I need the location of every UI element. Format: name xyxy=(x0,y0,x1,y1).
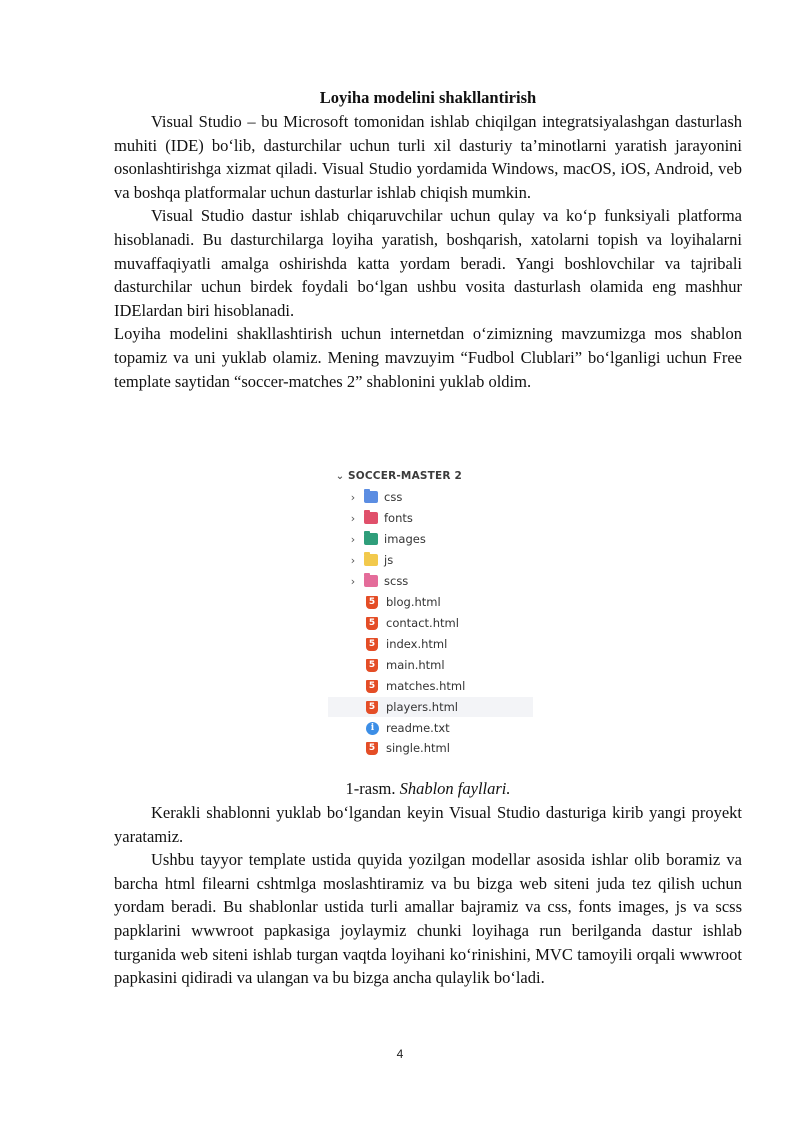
chevron-right-icon: › xyxy=(350,490,356,504)
tree-item-scss[interactable] xyxy=(328,571,533,591)
tree-item-index-html[interactable] xyxy=(328,634,533,654)
tree-item-label: contact.html xyxy=(386,616,459,630)
tree-item-contact-html[interactable] xyxy=(328,613,533,633)
paragraph-1: Visual Studio – bu Microsoft tomonidan ishlab chiqilgan integratsiyalashgan dasturlash muhiti (IDE) bo‘lib, dasturchilar uchun turli xil dasturiy ta’minotlarni yaratish jarayonini osonlashtirishga xizmat qiladi. Visual Studio yordamida Windows, macOS, iOS, Android, veb va boshqa platformalar uchun dasturlar ishlab chiqish mumkin. xyxy=(114,112,742,202)
tree-item-images[interactable] xyxy=(328,529,533,549)
tree-item-label: readme.txt xyxy=(386,721,450,735)
tree-item-label: css xyxy=(384,490,403,504)
html5-icon: 5 xyxy=(366,617,378,630)
folder-icon xyxy=(364,554,378,566)
folder-icon xyxy=(364,512,378,524)
paragraph-3: Loyiha modelini shakllashtirish uchun internetdan o‘zimizning mavzumizga mos shablon topamiz va uni yuklab olamiz. Mening mavzuyim “Fudbol Clublari” bo‘lganligi uchun Free template saytidan “soccer-matches 2” shablonini yuklab oldim. xyxy=(114,324,742,391)
tree-item-players-html[interactable] xyxy=(328,697,533,717)
tree-item-js[interactable] xyxy=(328,550,533,570)
html5-icon: 5 xyxy=(366,680,378,693)
caption-number: 1-rasm. xyxy=(345,779,400,798)
tree-item-label: scss xyxy=(384,574,409,588)
figure-caption xyxy=(114,777,742,801)
tree-item-label: players.html xyxy=(386,700,458,714)
tree-item-label: matches.html xyxy=(386,679,466,693)
info-icon: i xyxy=(366,722,379,735)
chevron-right-icon: › xyxy=(350,553,356,567)
explorer-root-label: SOCCER-MASTER 2 xyxy=(348,470,463,482)
tree-item-label: main.html xyxy=(386,658,445,672)
file-explorer-screenshot xyxy=(328,462,533,758)
chevron-right-icon: › xyxy=(350,511,356,525)
page-number: 4 xyxy=(396,1047,404,1061)
tree-item-label: fonts xyxy=(384,511,413,525)
tree-item-label: index.html xyxy=(386,637,448,651)
chevron-down-icon: ⌄ xyxy=(335,470,345,482)
tree-item-label: images xyxy=(384,532,426,546)
html5-icon: 5 xyxy=(366,701,378,714)
html5-icon: 5 xyxy=(366,638,378,651)
folder-icon xyxy=(364,575,378,587)
html5-icon: 5 xyxy=(366,659,378,672)
folder-icon xyxy=(364,533,378,545)
tree-item-main-html[interactable] xyxy=(328,655,533,675)
tree-item-fonts[interactable] xyxy=(328,508,533,528)
document-body xyxy=(114,86,742,393)
caption-text: Shablon fayllari. xyxy=(399,779,511,798)
tree-item-label: js xyxy=(384,553,394,567)
tree-item-single-html[interactable] xyxy=(328,738,533,758)
tree-item-readme-txt[interactable] xyxy=(328,718,533,738)
tree-item-label: blog.html xyxy=(386,595,441,609)
document-body-continued xyxy=(114,801,742,990)
folder-icon xyxy=(364,491,378,503)
explorer-root[interactable] xyxy=(328,466,462,486)
tree-item-label: single.html xyxy=(386,741,450,755)
tree-item-css[interactable] xyxy=(328,487,533,507)
paragraph-4: Kerakli shablonni yuklab bo‘lgandan keyin Visual Studio dasturiga kirib yangi proyekt yaratamiz. xyxy=(114,803,742,846)
section-title: Loyiha modelini shakllantirish xyxy=(319,88,537,107)
chevron-right-icon: › xyxy=(350,532,356,546)
paragraph-2: Visual Studio dastur ishlab chiqaruvchilar uchun qulay va ko‘p funksiyali platforma hisoblanadi. Bu dasturchilarga loyiha yaratish, boshqarish, xatolarni topish va loyihalarni muvaffaqiyatli amalga oshirishda katta yordam beradi. Yangi boshlovchilar va tajribali dasturchilar uchun birdek foydali bo‘lgan ushbu vosita dasturlash olamida eng mashhur IDElardan biri hisoblanadi. xyxy=(114,206,742,320)
chevron-right-icon: › xyxy=(350,574,356,588)
html5-icon: 5 xyxy=(366,742,378,755)
tree-item-matches-html[interactable] xyxy=(328,676,533,696)
tree-item-blog-html[interactable] xyxy=(328,592,533,612)
html5-icon: 5 xyxy=(366,596,378,609)
paragraph-5: Ushbu tayyor template ustida quyida yozilgan modellar asosida ishlar olib boramiz va barcha html filearni cshtmlga moslashtiramiz va bu bizga web siteni juda tez qilish uchun yordam beradi. Bu shablonlar ustida turli amallar bajramiz va css, fonts images, js va scss papklarini wwwroot papkasiga joylaymiz chunki loyihaga run berilganda dastur ishlab turganida web siteni ishlab turgan vaqtda loyihani ko‘rinishini, MVC tamoyili orqali wwwroot papkasini qidiradi va ulangan va bu bizga ancha qulaylik bo‘ladi. xyxy=(114,850,742,988)
